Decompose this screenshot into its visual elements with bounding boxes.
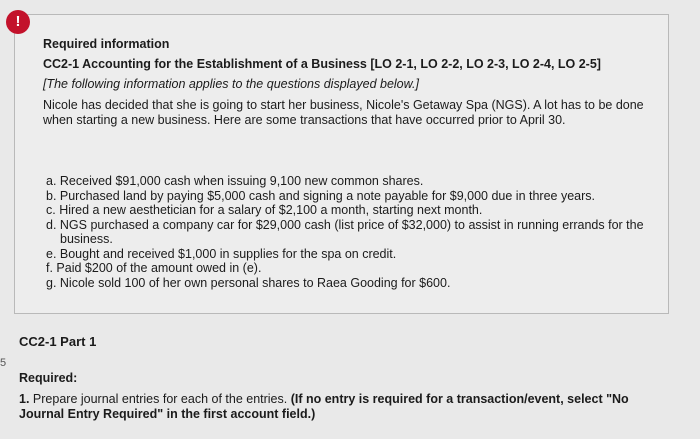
question-number: 1.	[19, 392, 30, 406]
transaction-item: e. Bought and received $1,000 in supplies for the spa on credit.	[46, 246, 397, 261]
transaction-list	[46, 174, 658, 290]
transaction-item: b. Purchased land by paying $5,000 cash and signing a note payable for $9,000 due in three years.	[46, 188, 595, 203]
case-title: CC2-1 Accounting for the Establishment of a Business [LO 2-1, LO 2-2, LO 2-3, LO 2-4, LO 2-5]	[43, 57, 601, 71]
edge-mark: 5	[0, 357, 7, 369]
intro-paragraph: Nicole has decided that she is going to start her business, Nicole's Getaway Spa (NGS). A lot has to be done when starting a new business. Here are some transactions that have occurred prior to April 30.	[43, 98, 644, 127]
required-information-title: Required information	[43, 37, 170, 51]
question-instruction: (If no entry is required for a transaction/event, select "No Journal Entry Required" in the first account field.)	[19, 392, 629, 421]
question	[19, 392, 669, 422]
transaction-item: a. Received $91,000 cash when issuing 9,100 new common shares.	[46, 174, 424, 188]
question-text: Prepare journal entries for each of the entries.	[32, 392, 288, 406]
part-title: CC2-1 Part 1	[19, 334, 97, 349]
required-label: Required:	[19, 371, 78, 385]
transaction-item: g. Nicole sold 100 of her own personal shares to Raea Gooding for $600.	[46, 275, 451, 290]
transaction-item: f. Paid $200 of the amount owed in (e).	[46, 261, 262, 275]
transaction-item: d. NGS purchased a company car for $29,000 cash (list price of $32,000) to assist in running errands for the business.	[46, 217, 644, 246]
transaction-item: c. Hired a new aesthetician for a salary of $2,100 a month, starting next month.	[46, 203, 483, 217]
applies-note: [The following information applies to the questions displayed below.]	[43, 77, 419, 91]
alert-icon: !	[6, 10, 30, 34]
